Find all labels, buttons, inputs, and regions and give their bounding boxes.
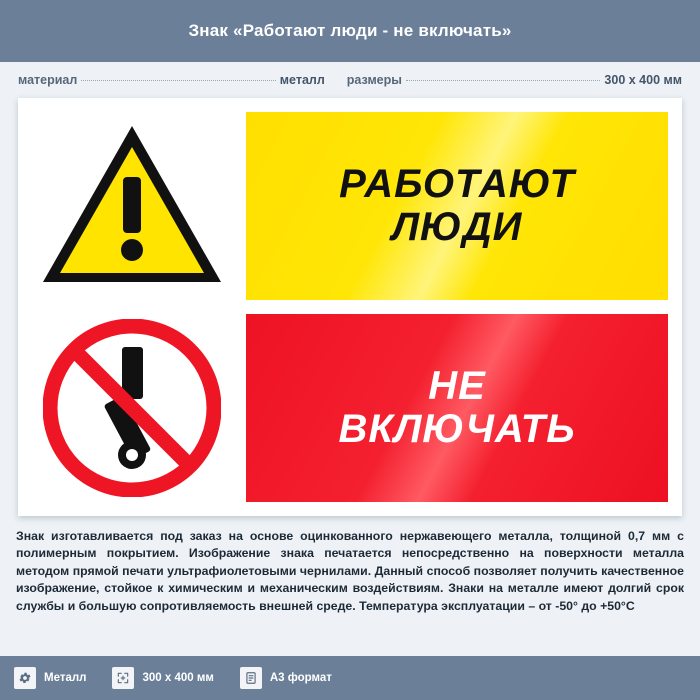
footer-label-material: Металл	[44, 672, 87, 684]
sign-card-wrap	[0, 98, 700, 516]
spec-size-value: 300 x 400 мм	[604, 73, 682, 87]
spec-material	[18, 73, 325, 87]
yellow-line-1: РАБОТАЮТ	[339, 161, 575, 206]
spec-material-label: материал	[18, 73, 78, 87]
spec-bar	[0, 62, 700, 98]
prohibition-sign-cell	[32, 314, 232, 502]
spec-material-value: металл	[279, 73, 325, 87]
red-line-1: НЕ	[428, 363, 486, 408]
footer-label-size: 300 x 400 мм	[142, 672, 214, 684]
warning-triangle-cell	[32, 112, 232, 300]
dot-leader	[406, 80, 600, 81]
document-icon	[240, 667, 262, 689]
footer-label-format: А3 формат	[269, 672, 332, 684]
footer-item-material	[14, 667, 86, 689]
no-switch-prohibition-icon	[43, 319, 221, 497]
sign-card	[18, 98, 682, 516]
resize-arrows-icon	[112, 667, 134, 689]
red-text-panel	[246, 314, 668, 502]
yellow-text-panel	[246, 112, 668, 300]
header-bar	[0, 0, 700, 62]
dot-leader	[81, 80, 275, 81]
spec-size	[347, 73, 682, 87]
yellow-line-2: ЛЮДИ	[391, 205, 523, 249]
description-text: Знак изготавливается под заказ на основе оцинкованного нержавеющего металла, толщиной 0,7 мм с полимерным покрытием. Изображение знака печатается непосредственно на поверхности металла методом прямой печати ультрафиолетовыми чернилами. Данный способ позволяет получить качественное изображение, стойкое к химическим и механическим воздействиям. Знаки на металле имеют долгий срок службы и большую сопротивляемость внешней среде. Температура эксплуатации – от -50° до +50°С	[16, 529, 684, 613]
footer-item-size	[112, 667, 213, 689]
red-line-2: ВКЛЮЧАТЬ	[338, 407, 576, 451]
footer-bar	[0, 656, 700, 700]
warning-triangle-exclamation-icon	[39, 120, 225, 292]
gear-icon	[14, 667, 36, 689]
spec-size-label: размеры	[346, 73, 402, 87]
footer-item-format	[240, 667, 332, 689]
page-title: Знак «Работают люди - не включать»	[188, 21, 512, 40]
